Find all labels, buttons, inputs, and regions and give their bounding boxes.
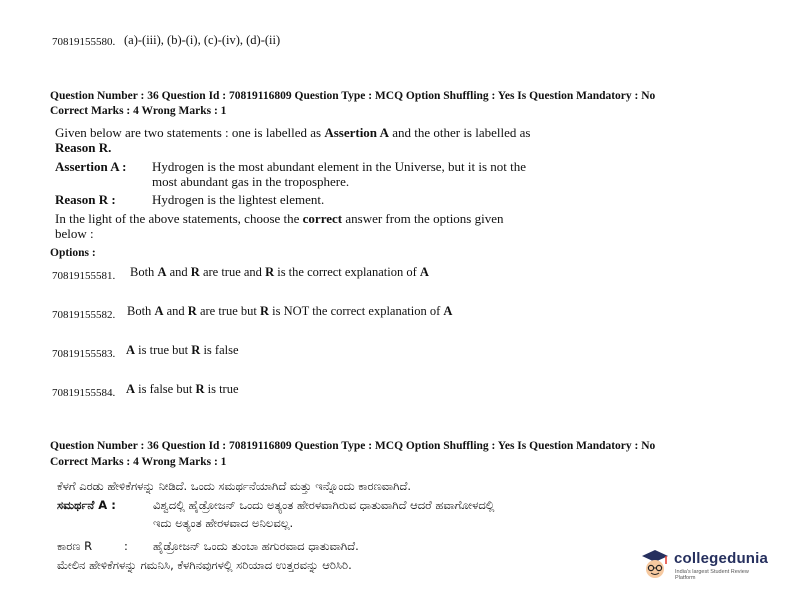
graduate-avatar-icon: [640, 548, 670, 582]
kn-assertion-line-2: ಇದು ಅತ್ಯಂತ ಹೇರಳವಾದ ಅನಿಲವಲ್ಲ.: [153, 516, 294, 530]
intro-line-2: Reason R.: [55, 140, 112, 155]
kn-instruction: ಮೇಲಿನ ಹೇಳಿಕೆಗಳನ್ನು ಗಮನಿಸಿ, ಕೆಳಗಿನವುಗಳಲ್ಲಿ ಸರಿಯಾದ ಉತ್ತರವನ್ನು ಆರಿಸಿರಿ.: [57, 558, 352, 572]
kn-assertion-label: ಸಮರ್ಥನೆ A :: [57, 498, 116, 512]
option-id: 70819155583.: [52, 348, 116, 360]
option-text: Both A and R are true and R is the correct explanation of A: [130, 265, 429, 279]
question-marks: Correct Marks : 4 Wrong Marks : 1: [50, 105, 227, 117]
logo-tagline: India's largest Student Review Platform: [675, 569, 749, 581]
options-label: Options :: [50, 247, 96, 259]
reason-text: Hydrogen is the lightest element.: [152, 192, 325, 207]
collegedunia-logo: [640, 546, 770, 586]
instruction-line-2: below :: [55, 226, 94, 241]
assertion-line-1: Hydrogen is the most abundant element in the Universe, but it is not the: [152, 159, 527, 174]
logo-wordmark: collegedunia: [674, 550, 769, 567]
option-id: 70819155580.: [52, 36, 116, 48]
assertion-line-2: most abundant gas in the troposphere.: [152, 174, 350, 189]
instruction-line-1: In the light of the above statements, choose the correct answer from the options given: [55, 211, 504, 226]
option-text: A is false but R is true: [126, 382, 239, 396]
option-id: 70819155581.: [52, 270, 116, 282]
kn-reason-label: ಕಾರಣ R: [57, 539, 93, 553]
kn-reason-colon: :: [124, 539, 128, 553]
kn-intro: ಕೆಳಗೆ ಎರಡು ಹೇಳಿಕೆಗಳನ್ನು ನೀಡಿದೆ. ಒಂದು ಸಮರ್ಥನೆಯಾಗಿದೆ ಮತ್ತು ಇನ್ನೊಂದು ಕಾರಣವಾಗಿದೆ.: [57, 479, 412, 493]
kn-assertion-line-1: ವಿಶ್ವದಲ್ಲಿ ಹೈಡ್ರೋಜನ್ ಒಂದು ಅತ್ಯಂತ ಹೇರಳವಾಗಿರುವ ಧಾತುವಾಗಿದೆ ಆದರೆ ಹವಾಗೋಳದಲ್ಲಿ: [153, 498, 495, 512]
kn-reason-text: ಹೈಡ್ರೋಜನ್ ಒಂದು ತುಂಬಾ ಹಗುರವಾದ ಧಾತುವಾಗಿದೆ.: [153, 539, 359, 553]
question-marks: Correct Marks : 4 Wrong Marks : 1: [50, 456, 227, 468]
option-text: A is true but R is false: [126, 343, 239, 357]
option-id: 70819155582.: [52, 309, 116, 321]
question-header: Question Number : 36 Question Id : 70819116809 Question Type : MCQ Option Shuffling : Yes Is Question Mandatory : No: [50, 440, 656, 452]
option-text: (a)-(iii), (b)-(i), (c)-(iv), (d)-(ii): [124, 33, 281, 47]
option-text: Both A and R are true but R is NOT the correct explanation of A: [127, 304, 453, 318]
reason-label: Reason R :: [55, 192, 116, 207]
intro-line-1: Given below are two statements : one is labelled as Assertion A and the other is labelled as: [55, 125, 531, 140]
option-id: 70819155584.: [52, 387, 116, 399]
assertion-label: Assertion A :: [55, 159, 127, 174]
question-header: Question Number : 36 Question Id : 70819116809 Question Type : MCQ Option Shuffling : Yes Is Question Mandatory : No: [50, 90, 656, 102]
